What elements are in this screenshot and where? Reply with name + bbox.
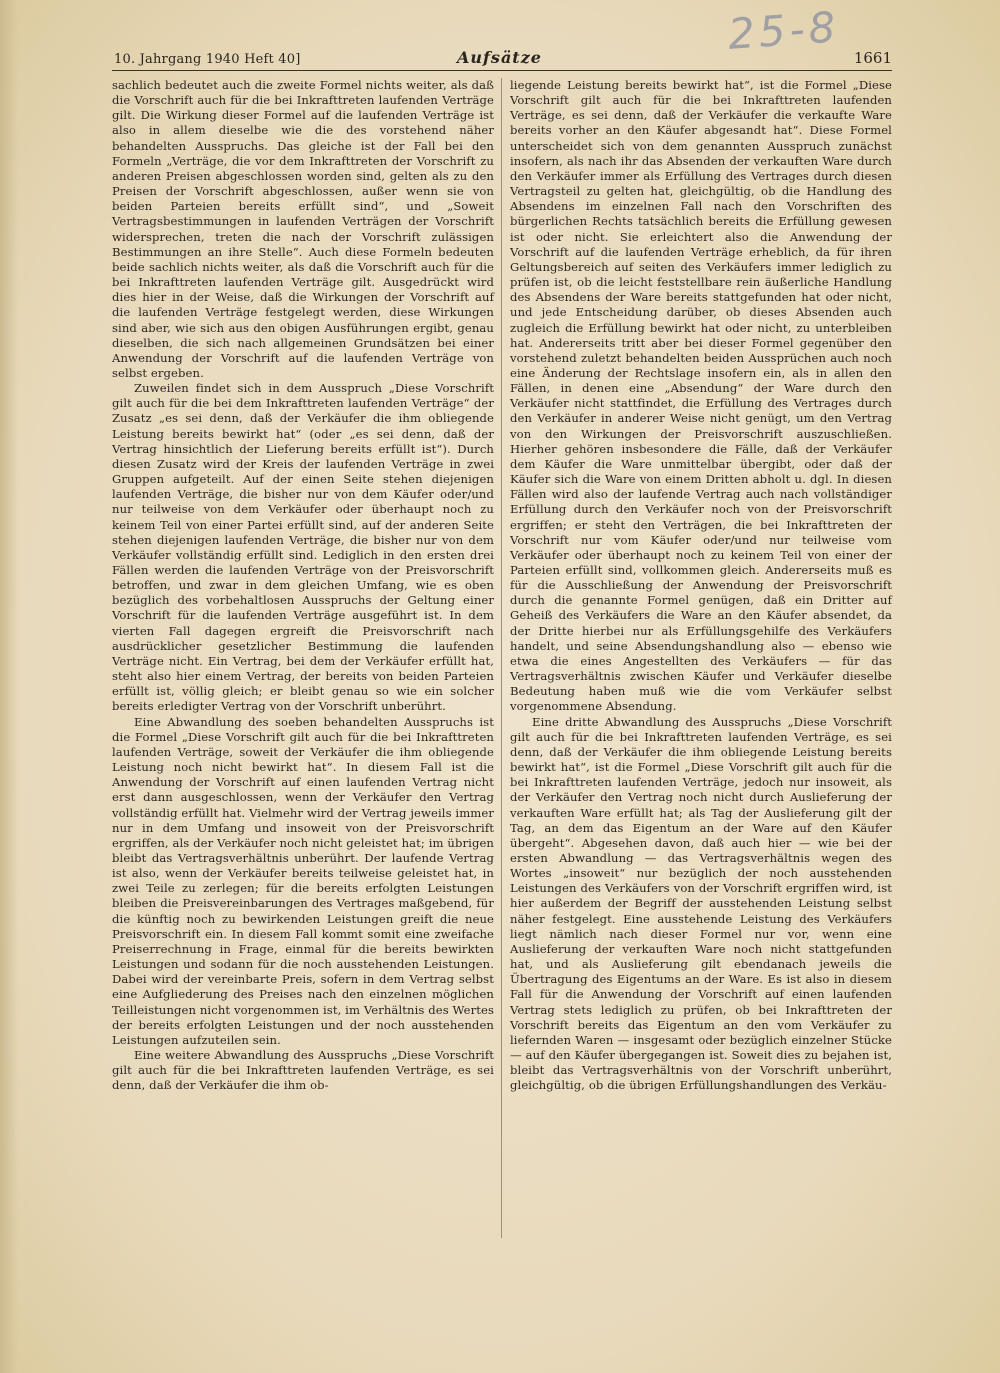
journal-volume-issue: 10. Jahrgang 1940 Heft 40]: [114, 52, 301, 67]
paragraph: sachlich bedeutet auch die zweite Formel nichts weiter, als daß die Vorschrift auch für die bei Inkrafttreten laufenden Verträge gilt. Die Wirkung dieser Formel auf die laufenden Verträge ist also in allem dieselbe wie die des vorstehend näher behandelten Ausspruchs. Das gleiche ist der Fall bei den Formeln „Verträge, die vor dem Inkrafttreten der Vorschrift zu anderen Preisen abgeschlossen worden sind, gelten als zu den Preisen der Vorschrift abgeschlossen, außer wenn sie von beiden Parteien bereits erfüllt sind“, und „Soweit Vertragsbestimmungen in laufenden Verträgen der Vorschrift widersprechen, treten die nach der Vorschrift zulässigen Bestimmungen an ihre Stelle“. Auch diese Formeln bedeuten beide sachlich nichts weiter, als daß die Vorschrift auch für die bei Inkrafttreten laufenden Verträge gilt. Ausgedrückt wird dies hier in der Weise, daß die Wirkungen der Vorschrift auf die laufenden Verträge festgelegt werden, diese Wirkungen sind aber, wie sich aus den obigen Ausführungen ergibt, genau dieselben, die sich nach allgemeinen Grundsätzen bei einer Anwendung der Vorschrift auf die laufenden Verträge von selbst ergeben.: [112, 78, 494, 380]
text-column-right: [510, 78, 892, 1093]
handwritten-annotation: 25-8: [726, 2, 841, 59]
page-number: 1661: [853, 49, 892, 67]
paragraph: Eine weitere Abwandlung des Ausspruchs „Diese Vorschrift gilt auch für die bei Inkrafttreten laufenden Verträge, es sei denn, daß der Verkäufer die ihm ob-: [112, 1048, 494, 1093]
section-title: Aufsätze: [457, 48, 542, 67]
text-column-left: [112, 78, 494, 1093]
paragraph: Eine Abwandlung des soeben behandelten Ausspruchs ist die Formel „Diese Vorschrift gilt auch für die bei Inkrafttreten laufenden Verträge, soweit der Verkäufer die ihm obliegende Leistung noch nicht bewirkt hat“. In diesem Fall ist die Anwendung der Vorschrift auf einen laufenden Vertrag nicht erst dann ausgeschlossen, wenn der Verkäufer den Vertrag vollständig erfüllt hat. Vielmehr wird der Vertrag jeweils immer nur in dem Umfang und insoweit von der Preisvorschrift ergriffen, als der Verkäufer noch nicht geleistet hat; im übrigen bleibt das Vertragsverhältnis unberührt. Der laufende Vertrag ist also, wenn der Verkäufer bereits teilweise geleistet hat, in zwei Teile zu zerlegen; für die bereits erfolgten Leistungen bleiben die Preisvereinbarungen des Vertrages maßgebend, für die künftig noch zu bewirkenden Leistungen greift die neue Preisvorschrift ein. In diesem Fall kommt somit eine zweifache Preiserrechnung in Frage, einmal für die bereits bewirkten Leistungen und sodann für die noch ausstehenden Leistungen. Dabei wird der vereinbarte Preis, sofern in dem Vertrag selbst eine Aufgliederung des Preises nach den einzelnen möglichen Teilleistungen nicht vorgenommen ist, im Verhältnis des Wertes der bereits erfolgten Leistungen und der noch ausstehenden Leistungen aufzuteilen sein.: [112, 714, 495, 1047]
running-header: [112, 32, 892, 71]
paragraph: liegende Leistung bereits bewirkt hat“, ist die Formel „Diese Vorschrift gilt auch für die bei Inkrafttreten laufenden Verträge, es sei denn, daß der Verkäufer die verkaufte Ware bereits vorher an den Käufer abgesandt hat“. Diese Formel unterscheidet sich von dem genannten Ausspruch zunächst insofern, als nach ihr das Absenden der verkauften Ware durch den Verkäufer immer als Erfüllung des Vertrages durch diesen Vertragsteil zu gelten hat, gleichgültig, ob die Handlung des Absendens im einzelnen Fall nach den Vorschriften des bürgerlichen Rechts tatsächlich bereits die Erfüllung gewesen ist oder nicht. Sie erleichtert also die Anwendung der Vorschrift auf die laufenden Verträge erheblich, da für ihren Geltungsbereich auf seiten des Verkäufers immer lediglich zu prüfen ist, ob die leicht feststellbare rein äußerliche Handlung des Absendens der Ware bereits stattgefunden hat oder nicht, und jede Entscheidung darüber, ob dieses Absenden auch zugleich die Erfüllung bewirkt hat oder nicht, zu unterbleiben hat. Andererseits tritt aber bei dieser Formel gegenüber den vorstehend zuletzt behandelten beiden Aussprüchen auch noch eine Änderung der Rechtslage insofern ein, als in allen den Fällen, in denen eine „Absendung“ der Ware durch den Verkäufer nicht stattfindet, die Erfüllung des Vertrages durch den Verkäufer in anderer Weise nicht genügt, um den Vertrag von den Wirkungen der Preisvorschrift auszuschließen. Hierher gehören insbesondere die Fälle, daß der Verkäufer dem Käufer die Ware unmittelbar übergibt, oder daß der Käufer sich die Ware von einem Dritten abholt u. dgl. In diesen Fällen wird also der laufende Vertrag auch nach vollständiger Erfüllung durch den Verkäufer noch von der Preisvorschrift ergriffen; er steht den Verträgen, die bei Inkrafttreten der Vorschrift nur vom Käufer oder/und nur teilweise vom Verkäufer oder überhaupt noch zu keinem Teil von einer der Parteien erfüllt sind, vollkommen gleich. Andererseits muß es für die Ausschließung der Anwendung der Preisvorschrift durch die genannte Formel genügen, daß ein Dritter auf Geheiß des Verkäufers die Ware an den Käufer absendet, da der Dritte hierbei nur als Erfüllungsgehilfe des Verkäufers handelt, und seine Absendungshandlung also — ebenso wie etwa die eines Angestellten des Verkäufers — für das Vertragsverhältnis zwischen Käufer und Verkäufer dieselbe Bedeutung haben muß wie die vom Verkäufer selbst vorgenommene Absendung.: [510, 78, 892, 714]
column-divider: [501, 78, 502, 1238]
page-edge-shadow: [0, 0, 18, 1373]
paragraph: Zuweilen findet sich in dem Ausspruch „Diese Vorschrift gilt auch für die bei dem Inkrafttreten laufenden Verträge“ der Zusatz „es sei denn, daß der Verkäufer die ihm obliegende Leistung bereits bewirkt hat“ (oder „es sei denn, daß der Vertrag hinsichtlich der Lieferung bereits erfüllt ist“). Durch diesen Zusatz wird der Kreis der laufenden Verträge in zwei Gruppen aufgeteilt. Auf der einen Seite stehen diejenigen laufenden Verträge, die bisher nur von dem Käufer oder/und nur teilweise von dem Verkäufer oder überhaupt noch zu keinem Teil von einer Partei erfüllt sind, auf der anderen Seite stehen diejenigen laufenden Verträge, die bisher nur von dem Verkäufer vollständig erfüllt sind. Lediglich in den ersten drei Fällen werden die laufenden Verträge von der Preisvorschrift betroffen, und zwar in dem gleichen Umfang, wie es oben bezüglich des vorbehaltlosen Ausspruchs der Geltung einer Vorschrift für die laufenden Verträge ausgeführt ist. In dem vierten Fall dagegen ergreift die Preisvorschrift nach ausdrücklicher gesetzlicher Bestimmung die laufenden Verträge nicht. Ein Vertrag, bei dem der Verkäufer erfüllt hat, steht also hier einem Vertrag, der bereits von beiden Parteien erfüllt ist, völlig gleich; er bleibt genau so wie ein solcher bereits erledigter Vertrag von der Vorschrift unberührt.: [112, 381, 494, 714]
paragraph: Eine dritte Abwandlung des Ausspruchs „Diese Vorschrift gilt auch für die bei Inkrafttreten laufenden Verträge, es sei denn, daß der Verkäufer die ihm obliegende Leistung bereits bewirkt hat“, ist die Formel „Diese Vorschrift gilt auch für die bei Inkrafttreten laufenden Verträge, jedoch nur insoweit, als der Verkäufer den Vertrag noch nicht durch Auslieferung der verkauften Ware erfüllt hat; als Tag der Auslieferung gilt der Tag, an dem das Eigentum an der Ware auf den Käufer übergeht“. Abgesehen davon, daß auch hier — wie bei der ersten Abwandlung — das Vertragsverhältnis wegen des Wortes „insoweit“ nur bezüglich der noch ausstehenden Leistungen des Verkäufers von der Vorschrift ergriffen wird, ist hier außerdem der Begriff der ausstehenden Leistung selbst näher festgelegt. Eine ausstehende Leistung des Verkäufers liegt nämlich nach dieser Formel nur vor, wenn eine Auslieferung der verkauften Ware noch nicht stattgefunden hat, und als Auslieferung gilt ebendanach jeweils die Übertragung des Eigentums an der Ware. Es ist also in diesem Fall für die Anwendung der Vorschrift auf einen laufenden Vertrag stets lediglich zu prüfen, ob bei Inkrafttreten der Vorschrift bereits das Eigentum an den vom Verkäufer zu liefernden Waren — insgesamt oder bezüglich einzelner Stücke — auf den Käufer übergegangen ist. Soweit dies zu bejahen ist, bleibt das Vertragsverhältnis von der Vorschrift unberührt, gleichgültig, ob die übrigen Erfüllungshandlungen des Verkäu-: [510, 714, 892, 1093]
